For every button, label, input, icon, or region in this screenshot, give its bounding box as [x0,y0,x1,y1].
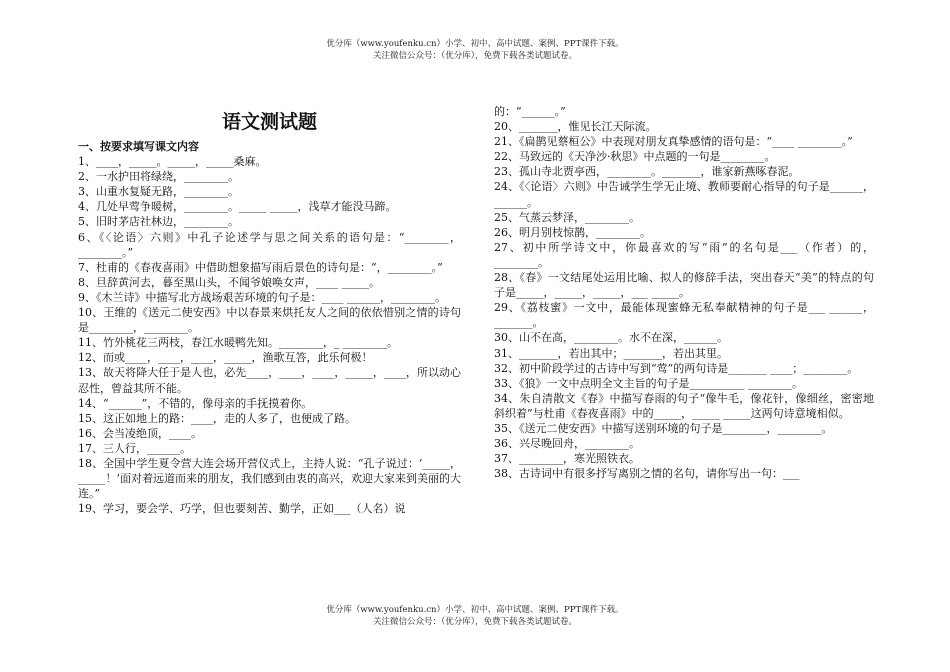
question-item: 3、山重水复疑无路，________。 [78,185,239,199]
question-item: 9、《木兰诗》中描写北方战场艰苦环境的句子是：____ ______，________。 [78,290,446,304]
question-item: 20、_______，惟见长江天际流。 [494,120,657,134]
document-title: 语文测试题 [221,111,317,133]
question-item: 34、朱自清散文《春》中描写春雨的句子“像牛毛，像花针，像细丝，密密地斜织着”与杜甫《春夜喜雨》中的_____，_____ _____这两句诗意境相似。 [494,391,874,420]
question-item: 8、旦辞黄河去，暮至黑山头，不闻爷娘唤女声，____ _____。 [78,275,380,289]
question-item: 6、《〈论语〉六则》中孔子论述学与思之间关系的语句是：“________，________。” [78,230,461,259]
question-item: 7、杜甫的《春夜喜雨》中借助想象描写雨后景色的诗句是：“，________。” [78,260,443,274]
question-item: 1、____，_____。_____，_____桑麻。 [78,155,267,169]
question-item: 21、《扁鹊见蔡桓公》中表现对朋友真挚感情的语句是：“____ ________。” [494,135,853,149]
question-item: 37、________，寒光照铁衣。 [494,452,640,466]
header-line-1: 优分库（www.youfenku.cn）小学、初中、高中试题、案例、PPT课件下载。 [326,39,624,49]
question-item: 15、这正如地上的路：____，走的人多了，也便成了路。 [78,411,356,425]
left-column [78,104,461,516]
question-item: 13、故天将降大任于是人也，必先____，____，____，_____，____，所以动心忍性，曾益其所不能。 [78,366,461,395]
right-question-list [494,104,874,481]
question-item: 的：“______。” [494,105,566,118]
header-line-2: 关注微信公众号：（优分库），免费下载各类试题试卷。 [372,51,577,61]
footer-line-1: 优分库（www.youfenku.cn）小学、初中、高中试题、案例、PPT课件下载。 [326,605,624,615]
question-item: 35、《送元二使安西》中描写送别环境的句子是________，________。 [494,421,833,435]
section-heading: 一、按要求填写课文内容 [78,140,199,153]
question-item: 14、“______”，不错的，像母亲的手抚摸着你。 [78,396,313,410]
question-item: 10、王维的《送元二使安西》中以春景来烘托友人之间的依依惜别之情的诗句是________，________。 [78,306,461,335]
question-item: 38、古诗词中有很多抒写离别之情的名句，请你写出一句：___ [494,467,800,481]
page-footer [0,604,950,628]
question-item: 33、《狼》一文中点明全文主旨的句子是__________ ________。 [494,376,803,390]
question-item: 29、《荔枝蜜》一文中，最能体现蜜蜂无私奉献精神的句子是___ ______，_______。 [494,301,874,330]
question-item: 2、一水护田将绿绕，________。 [78,170,239,184]
question-item: 36、兴尽晚回舟，________。 [494,437,640,451]
question-item: 28、《春》一文结尾处运用比喻、拟人的修辞手法，突出春天“美”的特点的句子是_____，_____，_____，___ _____。 [494,271,874,300]
question-item: 30、山不在高，________。水不在深，______。 [494,331,728,345]
question-item: 19、学习，要会学、巧学，但也要刻苦、勤学，正如___（人名）说 [78,502,406,516]
question-item: 22、马致远的《天净沙·秋思》中点题的一句是________。 [494,150,776,164]
right-column [494,104,874,481]
question-item: 12、而或____，____，____，_____，渔歌互答，此乐何极！ [78,351,373,365]
footer-line-2: 关注微信公众号：（优分库），免费下载各类试题试卷。 [372,617,577,627]
question-item: 25、气蒸云梦泽，________。 [494,210,640,224]
question-item: 5、旧时茅店社林边，________。 [78,215,239,229]
question-item: 31、_______，若出其中；_______，若出其里。 [494,346,728,360]
question-item: 16、会当凌绝顶，____。 [78,426,202,440]
page-header [0,38,950,62]
question-item: 27、初中所学诗文中，你最喜欢的写“雨”的名句是___（作者）的，________。 [494,240,874,269]
question-item: 4、几处早莺争暖树，________。_____ _____，浅草才能没马蹄。 [78,200,397,214]
question-item: 24、《〈论语〉六则》中告诫学生学无止境、教师要耐心指导的句子是______，______。 [494,180,874,209]
question-item: 11、竹外桃花三两枝，春江水暖鸭先知。________，_ ________。 [78,336,398,350]
question-item: 32、初中阶段学过的古诗中写到“莺”的两句诗是_______ ____；________。 [494,361,859,375]
question-item: 18、全国中学生夏令营大连会场开营仪式上，主持人说：“孔子说过：‘_____，_____！’面对着远道而来的朋友，我们感到由衷的高兴，欢迎大家来到美丽的大连。” [78,456,461,501]
question-item: 17、三人行，______。 [78,441,191,455]
left-question-list [78,154,461,516]
question-item: 26、明月别枝惊鹊，________。 [494,225,651,239]
question-item: 23、孤山寺北贾亭西，________。_______，谁家新燕啄春泥。 [494,165,800,179]
